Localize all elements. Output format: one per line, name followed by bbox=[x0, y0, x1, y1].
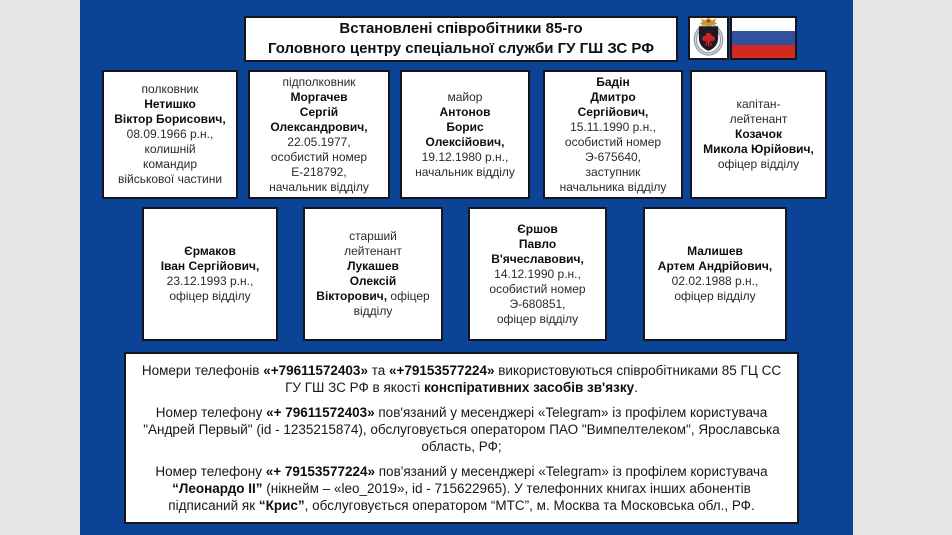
person-card-line bbox=[147, 274, 273, 289]
person-detail-text: командир bbox=[143, 157, 197, 171]
person-cards-row-2 bbox=[80, 207, 853, 341]
header-title-box bbox=[244, 16, 678, 62]
person-name-text: Олексій bbox=[349, 274, 397, 288]
person-name-text: Микола Юрійович, bbox=[703, 142, 814, 156]
person-name-text: Дмитро bbox=[590, 89, 636, 104]
footer-text: (нікнейм – «leo_2019», id - 715622965). У телефонних книгах інших абонентів підписаний як bbox=[168, 481, 751, 513]
person-detail-text: Е-218792, bbox=[291, 164, 347, 179]
flag-stripe-red bbox=[732, 45, 795, 58]
footer-text: “Крис” bbox=[258, 498, 305, 513]
person-card-line bbox=[253, 165, 385, 180]
person-cards-row-1 bbox=[80, 70, 853, 199]
person-card bbox=[468, 207, 607, 341]
person-card-line bbox=[107, 172, 233, 187]
person-card-line bbox=[473, 222, 602, 237]
person-detail-text: заступник bbox=[585, 164, 641, 179]
person-name-text: Моргачев bbox=[290, 89, 348, 104]
person-card-line bbox=[253, 90, 385, 105]
person-name-text: Антонов bbox=[439, 104, 491, 119]
person-detail-text: 15.11.1990 р.н., bbox=[570, 119, 656, 134]
person-card-line bbox=[308, 289, 438, 304]
footer-text: пов'язаний у месенджері «Telegram» із профілем користувача "Андрей Первый" (id - 1235215874), обслуговується оператором ПАО "Вимпелтелеком", Ярославська область, РФ; bbox=[143, 405, 780, 454]
person-card-line bbox=[147, 244, 273, 259]
person-name-text: Олександрович, bbox=[270, 119, 368, 134]
person-detail-text: офіцер відділу bbox=[496, 311, 579, 326]
person-detail-text: Э-675640, bbox=[585, 149, 641, 164]
person-name-text: Бадін bbox=[596, 74, 630, 89]
person-detail-text: офіцер відділу bbox=[717, 157, 800, 171]
person-card bbox=[690, 70, 827, 199]
person-detail-text: майор bbox=[447, 89, 483, 104]
footer-text: пов'язаний у месенджері «Telegram» із профілем користувача bbox=[375, 464, 768, 479]
footer-text: Номер телефону bbox=[155, 405, 267, 420]
footer-text: конспіративних засобів зв'язку bbox=[424, 380, 635, 395]
person-card-line bbox=[147, 289, 273, 304]
person-detail-text: старший bbox=[349, 229, 397, 243]
person-name-text: Іван Сергійович, bbox=[160, 259, 260, 273]
person-card-line bbox=[253, 150, 385, 165]
person-card-line bbox=[473, 312, 602, 327]
person-card-line bbox=[107, 142, 233, 157]
footer-text: «+ 79611572403» bbox=[266, 405, 375, 420]
person-name-text: Козачок bbox=[735, 127, 782, 141]
person-name-text: Єршов bbox=[517, 221, 558, 236]
person-detail-text: 22.05.1977, bbox=[287, 134, 351, 149]
person-name-text: Єрмаков bbox=[184, 244, 236, 258]
person-card-line bbox=[548, 165, 678, 180]
person-card-line bbox=[648, 259, 782, 274]
person-card-line bbox=[695, 157, 822, 172]
person-card-line bbox=[253, 120, 385, 135]
person-card-line bbox=[473, 267, 602, 282]
person-card bbox=[102, 70, 238, 199]
person-card-line bbox=[253, 180, 385, 195]
person-card-line bbox=[308, 244, 438, 259]
person-detail-text: колишній bbox=[144, 142, 196, 156]
person-card-line bbox=[648, 289, 782, 304]
person-name-text: В'ячеславович, bbox=[491, 251, 584, 266]
footer-box bbox=[124, 352, 799, 524]
person-detail-text: 23.12.1993 р.н., bbox=[166, 274, 254, 288]
person-detail-text: особистий номер bbox=[564, 134, 662, 149]
header-title-line-1: Встановлені співробітники 85-го bbox=[339, 20, 583, 37]
person-card-line bbox=[648, 244, 782, 259]
footer-text: . bbox=[634, 380, 638, 395]
person-card-line bbox=[548, 180, 678, 195]
person-name-text: Малишев bbox=[687, 244, 743, 258]
person-card bbox=[543, 70, 683, 199]
person-detail-text: особистий номер bbox=[489, 281, 586, 296]
person-card-line bbox=[405, 135, 525, 150]
person-detail-text: начальник відділу bbox=[269, 179, 369, 194]
person-name-text: Артем Андрійович, bbox=[657, 259, 773, 273]
person-name-text: Сергійович, bbox=[577, 104, 649, 119]
person-card-line bbox=[405, 105, 525, 120]
person-card-line bbox=[548, 105, 678, 120]
person-card-line bbox=[253, 75, 385, 90]
person-card-line bbox=[695, 142, 822, 157]
person-card-line bbox=[308, 229, 438, 244]
person-card-line bbox=[253, 105, 385, 120]
person-detail-text: 08.09.1966 р.н., bbox=[126, 127, 214, 141]
person-detail-text: підполковник bbox=[282, 74, 356, 89]
person-card-line bbox=[405, 120, 525, 135]
footer-text: Номер телефону bbox=[155, 464, 266, 479]
person-card-line bbox=[473, 252, 602, 267]
person-card-line bbox=[253, 135, 385, 150]
person-detail-text: лейтенант bbox=[729, 112, 788, 126]
person-detail-text: Э-680851, bbox=[509, 296, 566, 311]
russia-flag-icon bbox=[730, 16, 797, 60]
person-name-text: Віктор Борисович, bbox=[114, 112, 226, 126]
person-card-line bbox=[107, 82, 233, 97]
footer-text: «+79611572403» bbox=[263, 363, 368, 378]
person-card-line bbox=[695, 97, 822, 112]
person-card-line bbox=[107, 112, 233, 127]
person-card-line bbox=[308, 259, 438, 274]
footer-text: «+ 79153577224» bbox=[265, 464, 375, 479]
person-card-line bbox=[695, 127, 822, 142]
person-card-line bbox=[548, 150, 678, 165]
person-card bbox=[643, 207, 787, 341]
person-detail-text: начальника відділу bbox=[559, 179, 667, 194]
footer-paragraph bbox=[138, 463, 785, 514]
person-card-line bbox=[473, 282, 602, 297]
person-card-line bbox=[308, 304, 438, 319]
person-card-line bbox=[308, 274, 438, 289]
footer-text: та bbox=[367, 363, 389, 378]
person-detail-text: особистий номер bbox=[270, 149, 368, 164]
person-name-text: Сергій bbox=[299, 104, 339, 119]
person-card-line bbox=[107, 157, 233, 172]
person-detail-text: лейтенант bbox=[344, 244, 402, 258]
person-card-line bbox=[107, 97, 233, 112]
person-card-line bbox=[147, 259, 273, 274]
person-detail-text: офіцер відділу bbox=[674, 289, 756, 303]
person-card-line bbox=[695, 112, 822, 127]
footer-text: використовуються співробітниками 85 ГЦ СС ГУ ГШ ЗС РФ в якості bbox=[285, 363, 782, 395]
person-name-text: Борис bbox=[446, 119, 484, 134]
person-detail-text: 14.12.1990 р.н., bbox=[494, 266, 581, 281]
person-card-line bbox=[473, 237, 602, 252]
person-detail-text: 19.12.1980 р.н., bbox=[421, 149, 509, 164]
person-detail-text: капітан- bbox=[736, 97, 781, 111]
person-detail-text: офіцер bbox=[387, 289, 430, 303]
flag-stripe-white bbox=[732, 18, 795, 31]
person-detail-text: 02.02.1988 р.н., bbox=[671, 274, 759, 288]
person-detail-text: полковник bbox=[141, 82, 199, 96]
header-title-line-2: Головного центру спеціальної служби ГУ ГШ ЗС РФ bbox=[267, 40, 654, 57]
person-card-line bbox=[405, 165, 525, 180]
blue-panel bbox=[80, 0, 853, 535]
person-detail-text: начальник відділу bbox=[415, 164, 515, 179]
footer-text: Номери телефонів bbox=[141, 363, 264, 378]
person-card-line bbox=[548, 90, 678, 105]
person-card-line bbox=[548, 135, 678, 150]
person-card-line bbox=[648, 274, 782, 289]
footer-paragraph bbox=[138, 362, 785, 396]
gru-emblem-icon bbox=[691, 16, 726, 61]
footer-text: “Леонардо ІІ” bbox=[172, 481, 263, 496]
person-detail-text: офіцер відділу bbox=[169, 289, 251, 303]
person-name-text: Нетишко bbox=[144, 97, 196, 111]
person-name-text: Вікторович, bbox=[316, 289, 388, 303]
person-detail-text: військової частини bbox=[117, 172, 223, 186]
person-name-text: Олексійович, bbox=[425, 134, 505, 149]
person-card-line bbox=[548, 75, 678, 90]
person-detail-text: відділу bbox=[353, 304, 393, 318]
person-card bbox=[142, 207, 278, 341]
person-card bbox=[248, 70, 390, 199]
flag-stripe-blue bbox=[732, 31, 795, 44]
person-card-line bbox=[107, 127, 233, 142]
person-card-line bbox=[405, 150, 525, 165]
footer-text: «+79153577224» bbox=[389, 363, 495, 378]
person-card-line bbox=[548, 120, 678, 135]
person-card-line bbox=[405, 90, 525, 105]
person-card-line bbox=[473, 297, 602, 312]
gru-emblem-box bbox=[688, 16, 729, 60]
person-name-text: Павло bbox=[518, 236, 557, 251]
footer-text: , обслуговується оператором “МТС”, м. Москва та Московська обл., РФ. bbox=[304, 498, 755, 513]
footer-paragraph bbox=[138, 404, 785, 455]
person-card bbox=[303, 207, 443, 341]
person-card bbox=[400, 70, 530, 199]
person-name-text: Лукашев bbox=[347, 259, 399, 273]
